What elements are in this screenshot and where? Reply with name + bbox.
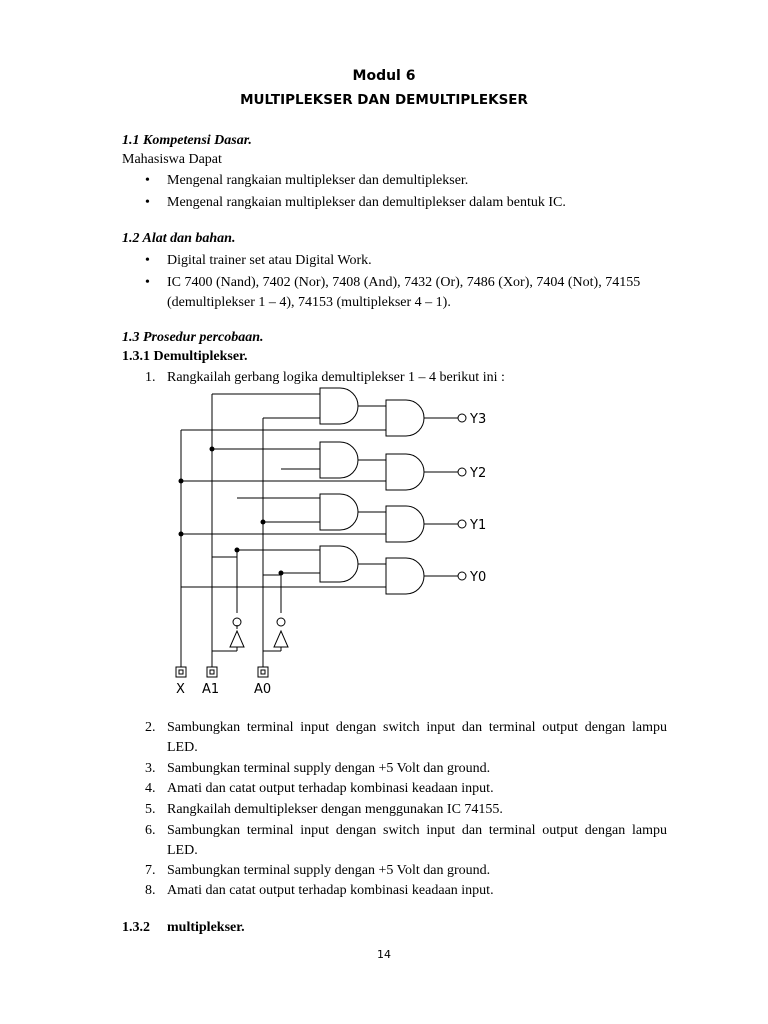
document-page: Modul 6 MULTIPLEKSER DAN DEMULTIPLEKSER 1.1 Kompetensi Dasar. Mahasiswa Dapat • Mengenal rangkaian multiplekser dan demultiplekser. • Mengenal rangkaian multiplekser dan demultiplekser dalam bentuk IC. 1.2 Alat dan bahan. • Digital trainer set atau Digital Work. • IC 7400 (Nand), 7402 (Nor), 7408 (And), 7432 (Or), 7486 (Xor), 7404 (Not), 74155 (demultiplekser 1 – 4), 74153 (multiplekser 4 – 1). 1.3 Prosedur percobaan. 1.3.1 Demultiplekser. 1. Rangkailah gerbang logika demultiplekser 1 – 4 berikut ini : X A1 A0 Y3 Y2 Y1 Y0 2. Sambungkan terminal input dengan switch input dan terminal output dengan lampu LED. 3. Sambungkan terminal supply dengan +5 Volt dan ground. 4. Amati dan catat output terhadap kombinasi keadaan input. 5. Rangkailah demultiplekser dengan menggunakan IC 74155. 6. Sambungkan terminal input dengan switch input dan terminal output dengan lampu LED. 7. Sambungkan terminal supply dengan +5 Volt dan ground. 8. Amati dan catat output terhadap kombinasi keadaan input. 1.3.2 multiplekser. 14 — [0, 0, 768, 1024]
and-gate-8 — [386, 558, 424, 594]
input-label-a1: A1 — [202, 682, 220, 697]
and-gate-7 — [386, 506, 424, 542]
module-number: Modul 6 — [352, 68, 416, 84]
input-label-x: X — [176, 682, 185, 697]
output-terminal-y1 — [458, 520, 466, 528]
demux-circuit-diagram — [160, 385, 500, 700]
output-label-y1: Y1 — [470, 518, 487, 533]
and-gate-5 — [386, 400, 424, 436]
subsection-heading-mux: multiplekser. — [167, 920, 245, 935]
input-label-a0: A0 — [254, 682, 272, 697]
input-terminal-a0 — [258, 667, 268, 677]
and-gate-3 — [320, 494, 358, 530]
not-gate-a0 — [274, 631, 288, 647]
output-terminal-y0 — [458, 572, 466, 580]
and-gate-6 — [386, 454, 424, 490]
output-label-y3: Y3 — [470, 412, 487, 427]
output-terminal-y3 — [458, 414, 466, 422]
section-intro: Mahasiswa Dapat — [122, 152, 222, 167]
subsection-heading-demux: 1.3.1 Demultiplekser. — [122, 349, 248, 364]
input-terminal-a1 — [207, 667, 217, 677]
bullet-icon: • — [145, 253, 150, 268]
output-label-y0: Y0 — [470, 570, 487, 585]
and-gate-2 — [320, 442, 358, 478]
not-gate-a1 — [230, 631, 244, 647]
output-terminal-y2 — [458, 468, 466, 476]
input-terminal-x — [176, 667, 186, 677]
subsection-number-mux: 1.3.2 — [122, 920, 150, 935]
bullet-icon: • — [145, 173, 150, 188]
section-heading-alat: 1.2 Alat dan bahan. — [122, 231, 236, 246]
page-number: 14 — [377, 948, 391, 961]
section-heading-kompetensi: 1.1 Kompetensi Dasar. — [122, 133, 252, 148]
output-label-y2: Y2 — [470, 466, 487, 481]
section-heading-prosedur: 1.3 Prosedur percobaan. — [122, 330, 264, 345]
bullet-icon: • — [145, 195, 150, 210]
and-gate-1 — [320, 388, 358, 424]
page-title: MULTIPLEKSER DAN DEMULTIPLEKSER — [240, 92, 528, 108]
bullet-icon: • — [145, 275, 150, 290]
and-gate-4 — [320, 546, 358, 582]
